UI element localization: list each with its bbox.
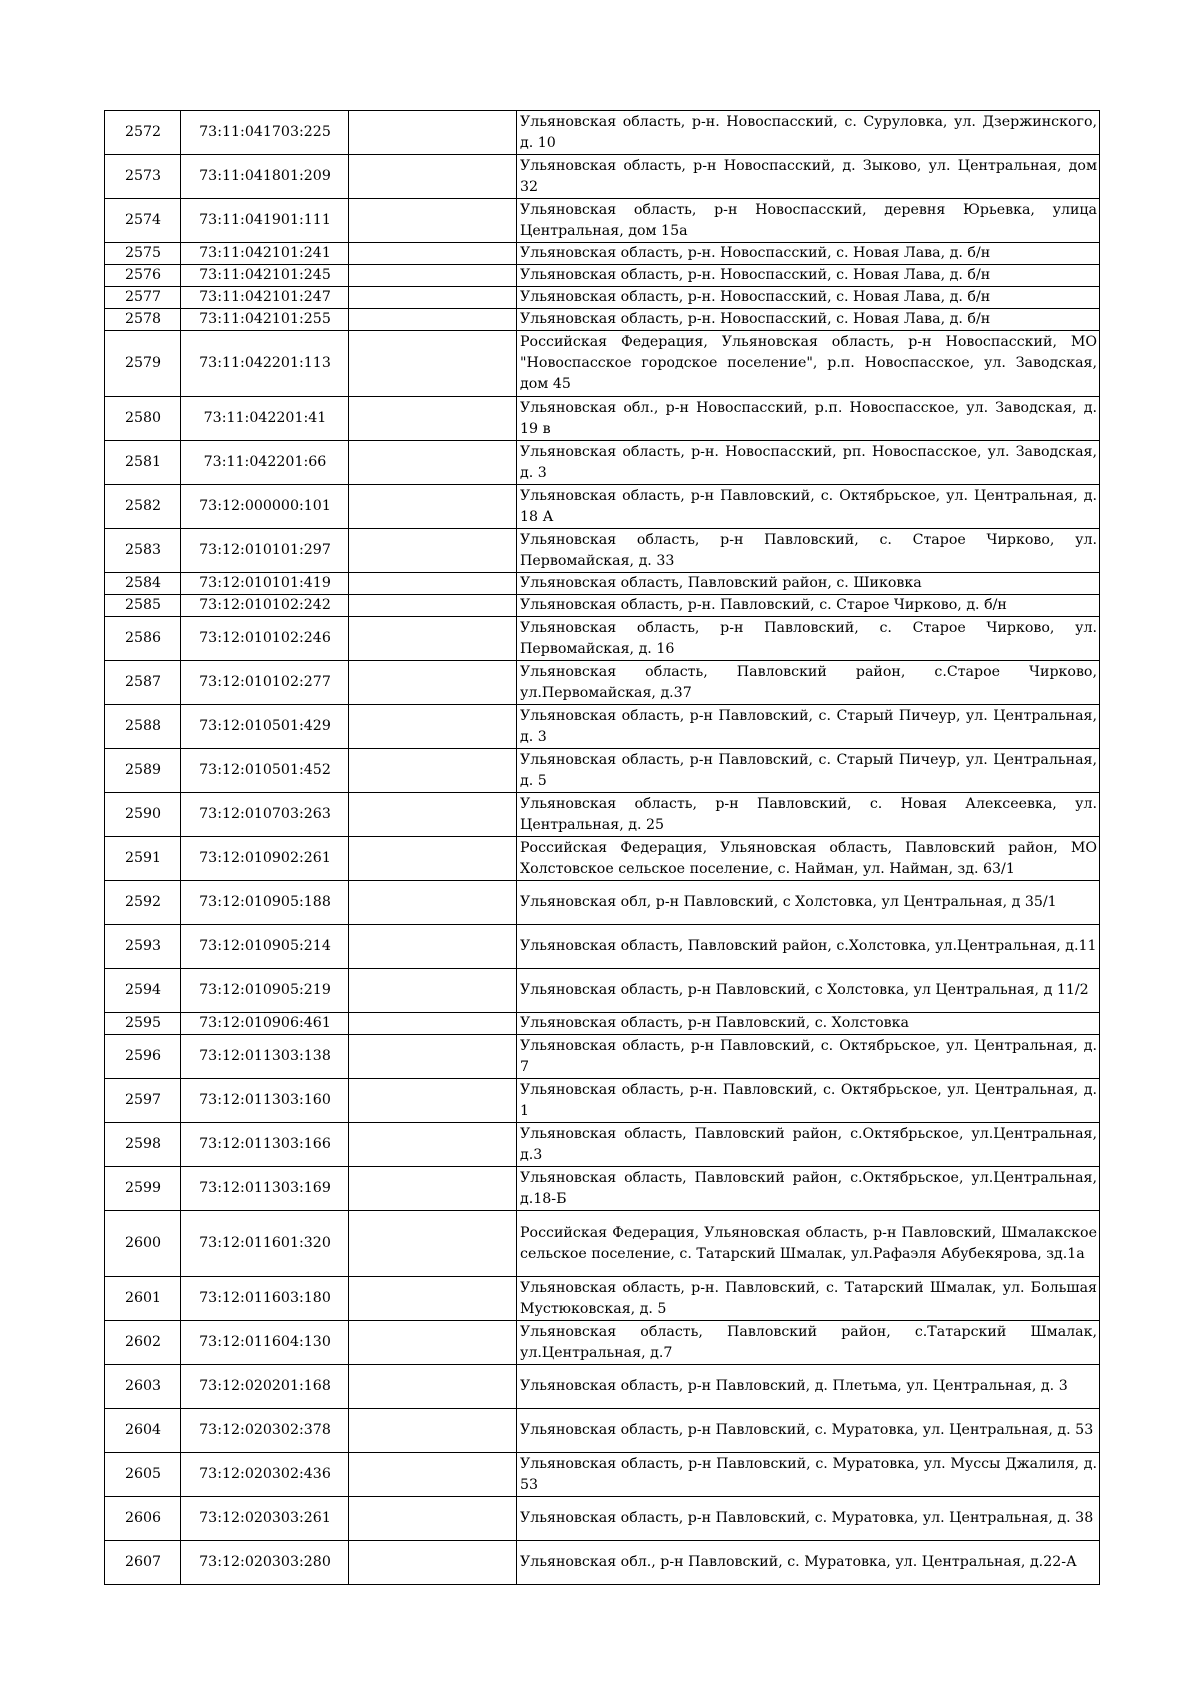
cadastral-number: 73:12:010501:452: [181, 749, 349, 793]
cadastral-number: 73:12:010101:297: [181, 529, 349, 573]
address-cell: Ульяновская область, р-н Павловский, с. Октябрьское, ул. Центральная, д. 18 А: [517, 485, 1100, 529]
table-row: [105, 441, 1100, 485]
row-number: 2594: [105, 969, 181, 1013]
address-cell: Ульяновская область, Павловский район, с.Холстовка, ул.Центральная, д.11: [517, 925, 1100, 969]
note-cell: [349, 485, 517, 529]
table-row: [105, 969, 1100, 1013]
row-number: 2577: [105, 287, 181, 309]
note-cell: [349, 595, 517, 617]
note-cell: [349, 1453, 517, 1497]
table-row: [105, 595, 1100, 617]
note-cell: [349, 1079, 517, 1123]
address-cell: Российская Федерация, Ульяновская область, Павловский район, МО Холстовское сельское поселение, с. Найман, ул. Найман, зд. 63/1: [517, 837, 1100, 881]
cadastral-number: 73:11:042101:245: [181, 265, 349, 287]
address-cell: Ульяновская область, р-н Павловский, с. Старый Пичеур, ул. Центральная, д. 5: [517, 749, 1100, 793]
note-cell: [349, 573, 517, 595]
note-cell: [349, 881, 517, 925]
cadastral-number: 73:11:041901:111: [181, 199, 349, 243]
table-row: [105, 1167, 1100, 1211]
row-number: 2597: [105, 1079, 181, 1123]
note-cell: [349, 661, 517, 705]
address-cell: Ульяновская область, р-н Павловский, с. Старый Пичеур, ул. Центральная, д. 3: [517, 705, 1100, 749]
row-number: 2587: [105, 661, 181, 705]
row-number: 2580: [105, 397, 181, 441]
cadastral-number: 73:12:010905:214: [181, 925, 349, 969]
cadastral-number: 73:12:020302:378: [181, 1409, 349, 1453]
table-row: [105, 1035, 1100, 1079]
address-cell: Ульяновская область, р-н. Новоспасский, рп. Новоспасское, ул. Заводская, д. 3: [517, 441, 1100, 485]
row-number: 2579: [105, 331, 181, 397]
note-cell: [349, 1541, 517, 1585]
row-number: 2599: [105, 1167, 181, 1211]
row-number: 2606: [105, 1497, 181, 1541]
address-cell: Ульяновская область, Павловский район, с.Октябрьское, ул.Центральная, д.3: [517, 1123, 1100, 1167]
row-number: 2602: [105, 1321, 181, 1365]
address-cell: Ульяновская область, р-н. Новоспасский, с. Новая Лава, д. б/н: [517, 243, 1100, 265]
table-row: [105, 111, 1100, 155]
note-cell: [349, 617, 517, 661]
note-cell: [349, 925, 517, 969]
property-table-container: [104, 110, 1099, 1585]
cadastral-number: 73:11:041801:209: [181, 155, 349, 199]
note-cell: [349, 837, 517, 881]
address-cell: Ульяновская обл., р-н Павловский, с. Муратовка, ул. Центральная, д.22-А: [517, 1541, 1100, 1585]
address-cell: Ульяновская область, р-н Новоспасский, деревня Юрьевка, улица Центральная, дом 15а: [517, 199, 1100, 243]
cadastral-number: 73:12:010905:188: [181, 881, 349, 925]
row-number: 2604: [105, 1409, 181, 1453]
address-cell: Ульяновская область, р-н Павловский, с. Муратовка, ул. Центральная, д. 38: [517, 1497, 1100, 1541]
row-number: 2607: [105, 1541, 181, 1585]
cadastral-number: 73:12:011303:138: [181, 1035, 349, 1079]
note-cell: [349, 1035, 517, 1079]
address-cell: Российская Федерация, Ульяновская область, р-н Павловский, Шмалакское сельское поселение, с. Татарский Шмалак, ул.Рафаэля Абубекярова, зд.1а: [517, 1211, 1100, 1277]
table-row: [105, 1453, 1100, 1497]
table-row: [105, 1211, 1100, 1277]
cadastral-number: 73:12:010501:429: [181, 705, 349, 749]
address-cell: Ульяновская область, р-н Павловский, с. Муратовка, ул. Муссы Джалиля, д. 53: [517, 1453, 1100, 1497]
note-cell: [349, 793, 517, 837]
table-row: [105, 1123, 1100, 1167]
address-cell: Ульяновская область, Павловский район, с. Шиковка: [517, 573, 1100, 595]
row-number: 2596: [105, 1035, 181, 1079]
cadastral-number: 73:12:011303:160: [181, 1079, 349, 1123]
row-number: 2582: [105, 485, 181, 529]
table-row: [105, 573, 1100, 595]
cadastral-number: 73:12:010906:461: [181, 1013, 349, 1035]
table-row: [105, 617, 1100, 661]
row-number: 2575: [105, 243, 181, 265]
cadastral-number: 73:12:011303:166: [181, 1123, 349, 1167]
cadastral-number: 73:12:020303:261: [181, 1497, 349, 1541]
note-cell: [349, 111, 517, 155]
note-cell: [349, 1321, 517, 1365]
cadastral-number: 73:12:010703:263: [181, 793, 349, 837]
address-cell: Ульяновская область, р-н. Новоспасский, с. Новая Лава, д. б/н: [517, 287, 1100, 309]
table-row: [105, 199, 1100, 243]
cadastral-number: 73:11:042101:255: [181, 309, 349, 331]
row-number: 2601: [105, 1277, 181, 1321]
address-cell: Российская Федерация, Ульяновская область, р-н Новоспасский, МО "Новоспасское городское поселение", р.п. Новоспасское, ул. Заводская, дом 45: [517, 331, 1100, 397]
cadastral-number: 73:11:041703:225: [181, 111, 349, 155]
address-cell: Ульяновская область, р-н Павловский, с. Муратовка, ул. Центральная, д. 53: [517, 1409, 1100, 1453]
row-number: 2572: [105, 111, 181, 155]
cadastral-number: 73:12:011601:320: [181, 1211, 349, 1277]
note-cell: [349, 265, 517, 287]
cadastral-number: 73:12:010902:261: [181, 837, 349, 881]
row-number: 2598: [105, 1123, 181, 1167]
note-cell: [349, 155, 517, 199]
property-table: [104, 110, 1100, 1585]
table-body: [105, 111, 1100, 1585]
row-number: 2603: [105, 1365, 181, 1409]
table-row: [105, 881, 1100, 925]
note-cell: [349, 1409, 517, 1453]
table-row: [105, 1079, 1100, 1123]
table-row: [105, 309, 1100, 331]
cadastral-number: 73:12:010905:219: [181, 969, 349, 1013]
cadastral-number: 73:12:010101:419: [181, 573, 349, 595]
note-cell: [349, 199, 517, 243]
cadastral-number: 73:12:011604:130: [181, 1321, 349, 1365]
note-cell: [349, 529, 517, 573]
cadastral-number: 73:11:042101:241: [181, 243, 349, 265]
row-number: 2586: [105, 617, 181, 661]
cadastral-number: 73:12:010102:242: [181, 595, 349, 617]
row-number: 2578: [105, 309, 181, 331]
table-row: [105, 1541, 1100, 1585]
cadastral-number: 73:12:020303:280: [181, 1541, 349, 1585]
cadastral-number: 73:11:042201:113: [181, 331, 349, 397]
address-cell: Ульяновская обл, р-н Павловский, с Холстовка, ул Центральная, д 35/1: [517, 881, 1100, 925]
row-number: 2576: [105, 265, 181, 287]
row-number: 2593: [105, 925, 181, 969]
table-row: [105, 1013, 1100, 1035]
row-number: 2574: [105, 199, 181, 243]
row-number: 2589: [105, 749, 181, 793]
note-cell: [349, 1365, 517, 1409]
note-cell: [349, 243, 517, 265]
table-row: [105, 661, 1100, 705]
table-row: [105, 485, 1100, 529]
note-cell: [349, 1013, 517, 1035]
address-cell: Ульяновская область, Павловский район, с.Татарский Шмалак, ул.Центральная, д.7: [517, 1321, 1100, 1365]
address-cell: Ульяновская область, р-н. Новоспасский, с. Новая Лава, д. б/н: [517, 265, 1100, 287]
cadastral-number: 73:11:042201:66: [181, 441, 349, 485]
row-number: 2605: [105, 1453, 181, 1497]
table-row: [105, 243, 1100, 265]
cadastral-number: 73:12:011603:180: [181, 1277, 349, 1321]
table-row: [105, 793, 1100, 837]
row-number: 2592: [105, 881, 181, 925]
table-row: [105, 837, 1100, 881]
address-cell: Ульяновская область, р-н Павловский, с Холстовка, ул Центральная, д 11/2: [517, 969, 1100, 1013]
note-cell: [349, 1167, 517, 1211]
cadastral-number: 73:12:010102:277: [181, 661, 349, 705]
note-cell: [349, 397, 517, 441]
cadastral-number: 73:12:020302:436: [181, 1453, 349, 1497]
address-cell: Ульяновская область, р-н Павловский, с. Старое Чирково, ул. Первомайская, д. 33: [517, 529, 1100, 573]
row-number: 2590: [105, 793, 181, 837]
table-row: [105, 155, 1100, 199]
address-cell: Ульяновская обл., р-н Новоспасский, р.п. Новоспасское, ул. Заводская, д. 19 в: [517, 397, 1100, 441]
note-cell: [349, 1123, 517, 1167]
table-row: [105, 331, 1100, 397]
address-cell: Ульяновская область, р-н Новоспасский, д. Зыково, ул. Центральная, дом 32: [517, 155, 1100, 199]
table-row: [105, 287, 1100, 309]
address-cell: Ульяновская область, р-н. Новоспасский, с. Суруловка, ул. Дзержинского, д. 10: [517, 111, 1100, 155]
table-row: [105, 749, 1100, 793]
address-cell: Ульяновская область, р-н Павловский, с. Октябрьское, ул. Центральная, д. 7: [517, 1035, 1100, 1079]
row-number: 2588: [105, 705, 181, 749]
address-cell: Ульяновская область, р-н Павловский, с. Холстовка: [517, 1013, 1100, 1035]
note-cell: [349, 309, 517, 331]
table-row: [105, 1365, 1100, 1409]
address-cell: Ульяновская область, р-н Павловский, с. Старое Чирково, ул. Первомайская, д. 16: [517, 617, 1100, 661]
note-cell: [349, 749, 517, 793]
address-cell: Ульяновская область, р-н. Павловский, с. Октябрьское, ул. Центральная, д. 1: [517, 1079, 1100, 1123]
note-cell: [349, 287, 517, 309]
address-cell: Ульяновская область, р-н Павловский, д. Плетьма, ул. Центральная, д. 3: [517, 1365, 1100, 1409]
table-row: [105, 1277, 1100, 1321]
row-number: 2585: [105, 595, 181, 617]
address-cell: Ульяновская область, Павловский район, с.Октябрьское, ул.Центральная, д.18-Б: [517, 1167, 1100, 1211]
row-number: 2581: [105, 441, 181, 485]
row-number: 2595: [105, 1013, 181, 1035]
address-cell: Ульяновская область, Павловский район, с.Старое Чирково, ул.Первомайская, д.37: [517, 661, 1100, 705]
note-cell: [349, 969, 517, 1013]
note-cell: [349, 331, 517, 397]
table-row: [105, 265, 1100, 287]
note-cell: [349, 705, 517, 749]
table-row: [105, 1321, 1100, 1365]
table-row: [105, 925, 1100, 969]
note-cell: [349, 441, 517, 485]
cadastral-number: 73:12:000000:101: [181, 485, 349, 529]
row-number: 2584: [105, 573, 181, 595]
address-cell: Ульяновская область, р-н Павловский, с. Новая Алексеевка, ул. Центральная, д. 25: [517, 793, 1100, 837]
cadastral-number: 73:11:042101:247: [181, 287, 349, 309]
cadastral-number: 73:12:010102:246: [181, 617, 349, 661]
note-cell: [349, 1211, 517, 1277]
row-number: 2600: [105, 1211, 181, 1277]
table-row: [105, 1409, 1100, 1453]
table-row: [105, 529, 1100, 573]
table-row: [105, 1497, 1100, 1541]
row-number: 2591: [105, 837, 181, 881]
address-cell: Ульяновская область, р-н. Павловский, с. Татарский Шмалак, ул. Большая Мустюковская, д. 5: [517, 1277, 1100, 1321]
row-number: 2573: [105, 155, 181, 199]
row-number: 2583: [105, 529, 181, 573]
cadastral-number: 73:12:020201:168: [181, 1365, 349, 1409]
table-row: [105, 397, 1100, 441]
note-cell: [349, 1277, 517, 1321]
address-cell: Ульяновская область, р-н. Новоспасский, с. Новая Лава, д. б/н: [517, 309, 1100, 331]
table-row: [105, 705, 1100, 749]
note-cell: [349, 1497, 517, 1541]
cadastral-number: 73:12:011303:169: [181, 1167, 349, 1211]
cadastral-number: 73:11:042201:41: [181, 397, 349, 441]
address-cell: Ульяновская область, р-н. Павловский, с. Старое Чирково, д. б/н: [517, 595, 1100, 617]
